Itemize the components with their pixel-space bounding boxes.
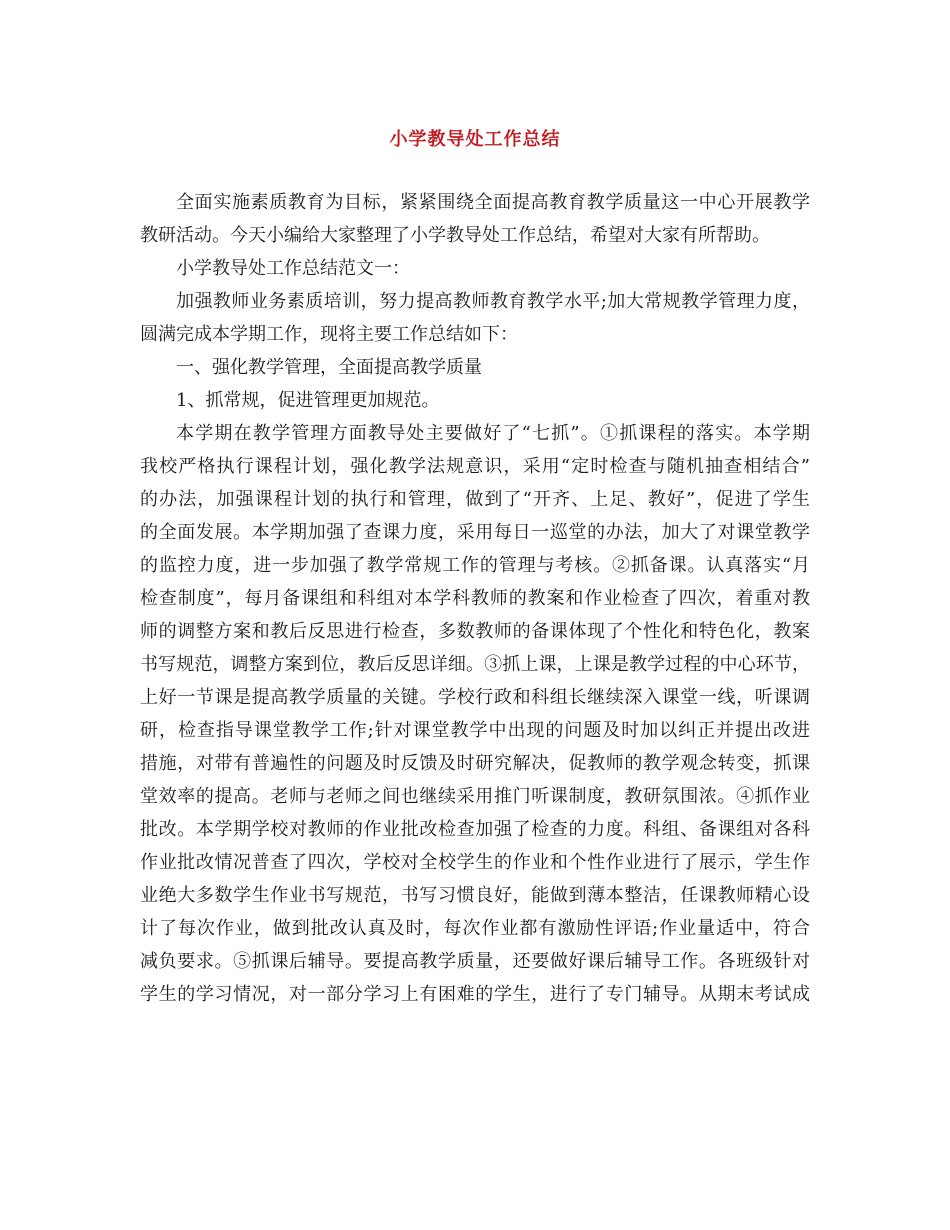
text-line: 上好一节课是提高教学质量的关键。学校行政和科组长继续深入课堂一线，听课调 — [140, 687, 810, 708]
document-title: 小学教导处工作总结 — [389, 129, 561, 150]
document-body — [140, 186, 810, 1011]
text-line: 一、强化教学管理，全面提高教学质量 — [176, 357, 482, 378]
text-line: 措施，对带有普遍性的问题及时反馈及时研究解决，促教师的教学观念转变，抓课 — [140, 753, 810, 774]
text-line: 小学教导处工作总结范文一： — [176, 258, 410, 279]
text-line: 学生的学习情况，对一部分学习上有困难的学生，进行了专门辅导。从期末考试成 — [140, 984, 810, 1005]
text-line: 业绝大多数学生作业书写规范，书写习惯良好，能做到薄本整洁，任课教师精心设 — [140, 885, 810, 906]
text-line: 圆满完成本学期工作，现将主要工作总结如下： — [140, 324, 518, 345]
text-line: 书写规范，调整方案到位，教后反思详细。③抓上课，上课是教学过程的中心环节， — [140, 654, 810, 675]
text-line: 我校严格执行课程计划，强化教学法规意识，采用“定时检查与随机抽查相结合” — [140, 456, 810, 477]
text-line: 的办法，加强课程计划的执行和管理，做到了“开齐、上足、教好”，促进了学生 — [140, 489, 810, 510]
text-line: 本学期在教学管理方面教导处主要做好了“七抓”。①抓课程的落实。本学期 — [176, 423, 810, 444]
text-line: 检查制度”，每月备课组和科组对本学科教师的教案和作业检查了四次，着重对教 — [140, 588, 810, 609]
text-line: 的全面发展。本学期加强了查课力度，采用每日一巡堂的办法，加大了对课堂教学 — [140, 522, 810, 543]
text-line: 师的调整方案和教后反思进行检查，多数教师的备课体现了个性化和特色化，教案 — [140, 621, 810, 642]
text-line: 加强教师业务素质培训，努力提高教师教育教学水平;加大常规教学管理力度， — [176, 291, 810, 312]
text-line: 全面实施素质教育为目标，紧紧围绕全面提高教育教学质量这一中心开展教学 — [176, 192, 810, 213]
text-line: 作业批改情况普查了四次，学校对全校学生的作业和个性作业进行了展示，学生作 — [140, 852, 810, 873]
text-line: 1、抓常规，促进管理更加规范。 — [176, 390, 440, 411]
text-line: 的监控力度，进一步加强了教学常规工作的管理与考核。②抓备课。认真落实“月 — [140, 555, 810, 576]
text-line: 批改。本学期学校对教师的作业批改检查加强了检查的力度。科组、备课组对各科 — [140, 819, 810, 840]
text-line: 教研活动。今天小编给大家整理了小学教导处工作总结，希望对大家有所帮助。 — [140, 225, 770, 246]
text-line: 计了每次作业，做到批改认真及时，每次作业都有激励性评语;作业量适中，符合 — [140, 918, 810, 939]
text-line: 减负要求。⑤抓课后辅导。要提高教学质量，还要做好课后辅导工作。各班级针对 — [140, 951, 810, 972]
text-line: 堂效率的提高。老师与老师之间也继续采用推门听课制度，教研氛围浓。④抓作业 — [140, 786, 810, 807]
text-line: 研，检查指导课堂教学工作;针对课堂教学中出现的问题及时加以纠正并提出改进 — [140, 720, 810, 741]
